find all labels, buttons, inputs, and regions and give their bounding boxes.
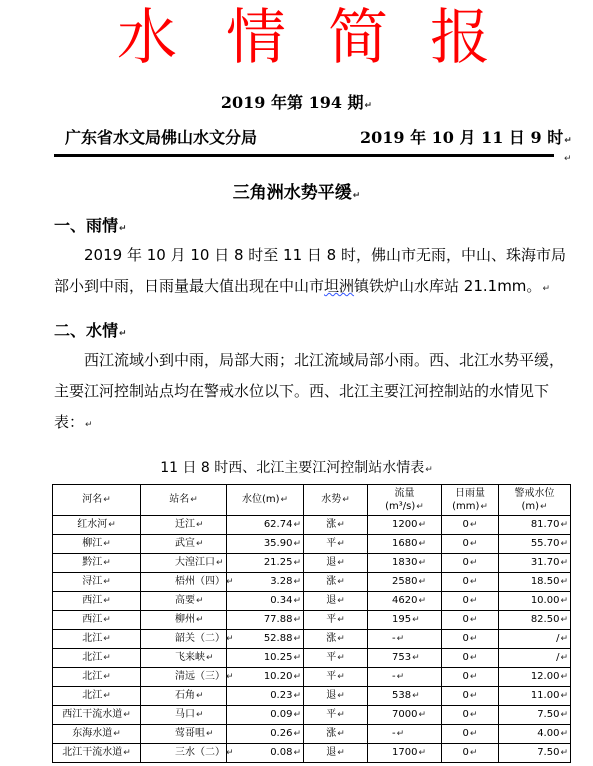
cell-river: 北江↵ (53, 649, 141, 668)
cell-water-level: 10.25↵ (227, 649, 304, 668)
cell-water-level: 77.88↵ (227, 611, 304, 630)
table-row (53, 535, 571, 554)
issue-number: 2019 年第 194 期 (220, 93, 364, 112)
header-river: 河名↵ (53, 485, 141, 516)
cell-river: 浔江↵ (53, 573, 141, 592)
cell-trend: 平↵ (304, 535, 368, 554)
table-body (53, 516, 571, 763)
cell-rainfall: 0↵ (442, 630, 499, 649)
masthead-char: 简 (328, 3, 388, 73)
cell-station: 马口↵ (141, 706, 227, 725)
cell-rainfall: 0↵ (442, 592, 499, 611)
cell-water-level: 21.25↵ (227, 554, 304, 573)
cell-flow: 1680↵ (368, 535, 442, 554)
section1-heading-text: 一、雨情 (54, 216, 119, 235)
cell-river: 西江↵ (53, 592, 141, 611)
cell-flow: 753↵ (368, 649, 442, 668)
table-header-row (53, 485, 571, 516)
rainfall-text-a: 2019 年 10 月 10 日 8 时至 11 日 8 时，佛山市无雨，中山、珠海市局部小到中雨，日雨量最大值出现在中山市 (54, 246, 566, 295)
issuer (65, 125, 257, 148)
header-divider (54, 154, 554, 157)
cell-water-level: 3.28↵ (227, 573, 304, 592)
issue-number-line: 2019 年第 194 期↵ (220, 93, 373, 112)
cell-water-level: 10.20↵ (227, 668, 304, 687)
cell-rainfall: 0↵ (442, 573, 499, 592)
cell-river: 东海水道↵ (53, 725, 141, 744)
cell-river: 西江干流水道↵ (53, 706, 141, 725)
cell-river: 黔江↵ (53, 554, 141, 573)
cell-water-level: 52.88↵ (227, 630, 304, 649)
cell-flow: 1700↵ (368, 744, 442, 763)
cell-warning-level: 7.50↵ (499, 744, 571, 763)
cell-station: 莺哥咀↵ (141, 725, 227, 744)
cell-station: 清远（三）↵ (141, 668, 227, 687)
cell-station: 韶关（二）↵ (141, 630, 227, 649)
cell-flow: 2580↵ (368, 573, 442, 592)
cell-trend: 退↵ (304, 592, 368, 611)
table-row (53, 668, 571, 687)
cell-trend: 退↵ (304, 744, 368, 763)
section2-heading-text: 二、水情 (54, 321, 119, 340)
table-caption-text: 11 日 8 时西、北江主要江河控制站水情表 (160, 460, 425, 476)
cell-station: 三水（二）↵ (141, 744, 227, 763)
table-row (53, 630, 571, 649)
cell-flow: -↵ (368, 668, 442, 687)
cell-rainfall: 0↵ (442, 668, 499, 687)
section2-heading: 二、水情↵ (54, 321, 127, 340)
cell-trend: 平↵ (304, 649, 368, 668)
cell-warning-level: 18.50↵ (499, 573, 571, 592)
cell-rainfall: 0↵ (442, 516, 499, 535)
cell-flow: 7000↵ (368, 706, 442, 725)
cell-river: 北江↵ (53, 687, 141, 706)
cell-flow: 1830↵ (368, 554, 442, 573)
table-row (53, 554, 571, 573)
cell-trend: 平↵ (304, 611, 368, 630)
issuer-text: 广东省水文局佛山水文分局 (65, 128, 258, 147)
cell-flow: 538↵ (368, 687, 442, 706)
table-row (53, 649, 571, 668)
header-level: 水位(m)↵ (227, 485, 304, 516)
cell-rainfall: 0↵ (442, 725, 499, 744)
cell-trend: 涨↵ (304, 630, 368, 649)
masthead-char: 报 (430, 3, 490, 73)
headline-text: 三角洲水势平缓 (232, 183, 352, 203)
header-trend: 水势↵ (304, 485, 368, 516)
headline: 三角洲水势平缓↵ (232, 183, 361, 203)
cell-flow: -↵ (368, 725, 442, 744)
cell-warning-level: 81.70↵ (499, 516, 571, 535)
cell-water-level: 0.09↵ (227, 706, 304, 725)
section1-heading: 一、雨情↵ (54, 216, 127, 235)
cell-river: 柳江↵ (53, 535, 141, 554)
cell-rainfall: 0↵ (442, 535, 499, 554)
cell-rainfall: 0↵ (442, 744, 499, 763)
cell-station: 迁江↵ (141, 516, 227, 535)
table-row (53, 573, 571, 592)
cell-warning-level: /↵ (499, 630, 571, 649)
issue-time-text: 2019 年 10 月 11 日 9 时 (360, 128, 564, 147)
cell-rainfall: 0↵ (442, 706, 499, 725)
header-warning-level: 警戒水位 (m)↵ (499, 485, 571, 516)
cell-water-level: 0.34↵ (227, 592, 304, 611)
header-station: 站名↵ (141, 485, 227, 516)
cell-station: 梧州（四）↵ (141, 573, 227, 592)
cell-river: 红水河↵ (53, 516, 141, 535)
cell-flow: 4620↵ (368, 592, 442, 611)
cell-water-level: 0.08↵ (227, 744, 304, 763)
cell-rainfall: 0↵ (442, 649, 499, 668)
cell-warning-level: 10.00↵ (499, 592, 571, 611)
cell-warning-level: 7.50↵ (499, 706, 571, 725)
table-row (53, 516, 571, 535)
cell-water-level: 0.26↵ (227, 725, 304, 744)
water-paragraph: 西江流域小到中雨，局部大雨；北江流域局部小雨。西、北江水势平缓，主要江河控制站点均在警戒水位以下。西、北江主要江河控制站的水情见下表：↵ (54, 351, 565, 431)
cell-flow: -↵ (368, 630, 442, 649)
cell-trend: 涨↵ (304, 516, 368, 535)
masthead-char: 情 (226, 3, 286, 73)
cell-station: 大湟江口↵ (141, 554, 227, 573)
rainfall-text-b: 镇铁炉山水库站 21.1mm。 (354, 277, 542, 295)
cell-flow: 195↵ (368, 611, 442, 630)
cell-station: 飞来峡↵ (141, 649, 227, 668)
table-row (53, 611, 571, 630)
cell-water-level: 35.90↵ (227, 535, 304, 554)
cell-trend: 平↵ (304, 668, 368, 687)
cell-station: 石角↵ (141, 687, 227, 706)
water-level-table (52, 484, 571, 763)
cell-river: 北江↵ (53, 668, 141, 687)
cell-warning-level: /↵ (499, 649, 571, 668)
header-rainfall: 日雨量 (mm)↵ (442, 485, 499, 516)
table-row (53, 725, 571, 744)
cell-rainfall: 0↵ (442, 687, 499, 706)
table-caption: 11 日 8 时西、北江主要江河控制站水情表↵ (160, 460, 433, 476)
masthead-char: 水 (117, 3, 177, 73)
cell-trend: 平↵ (304, 706, 368, 725)
cell-water-level: 62.74↵ (227, 516, 304, 535)
paragraph-mark: ↵ (564, 154, 572, 164)
cell-trend: 涨↵ (304, 573, 368, 592)
cell-warning-level: 4.00↵ (499, 725, 571, 744)
cell-warning-level: 31.70↵ (499, 554, 571, 573)
cell-warning-level: 11.00↵ (499, 687, 571, 706)
rainfall-paragraph: 2019 年 10 月 10 日 8 时至 11 日 8 时，佛山市无雨，中山、珠海市局部小到中雨，日雨量最大值出现在中山市坦洲镇铁炉山水库站 21.1mm。↵ (54, 246, 566, 295)
cell-station: 武宣↵ (141, 535, 227, 554)
cell-rainfall: 0↵ (442, 554, 499, 573)
cell-rainfall: 0↵ (442, 611, 499, 630)
cell-trend: 涨↵ (304, 725, 368, 744)
cell-trend: 退↵ (304, 554, 368, 573)
cell-river: 西江↵ (53, 611, 141, 630)
table-row (53, 687, 571, 706)
table-row (53, 592, 571, 611)
cell-station: 高要↵ (141, 592, 227, 611)
cell-river: 北江↵ (53, 630, 141, 649)
cell-river: 北江干流水道↵ (53, 744, 141, 763)
table-row (53, 744, 571, 763)
cell-warning-level: 82.50↵ (499, 611, 571, 630)
cell-warning-level: 12.00↵ (499, 668, 571, 687)
table-row (53, 706, 571, 725)
header-flow: 流量 (m³/s)↵ (368, 485, 442, 516)
cell-water-level: 0.23↵ (227, 687, 304, 706)
cell-warning-level: 55.70↵ (499, 535, 571, 554)
spellcheck-underlined-text: 坦洲 (324, 277, 355, 295)
water-text: 西江流域小到中雨，局部大雨；北江流域局部小雨。西、北江水势平缓，主要江河控制站点均在警戒水位以下。西、北江主要江河控制站的水情见下表： (54, 351, 565, 431)
masthead-title (0, 0, 593, 80)
issue-time: 2019 年 10 月 11 日 9 时↵ (360, 128, 572, 147)
cell-flow: 1200↵ (368, 516, 442, 535)
cell-station: 柳州↵ (141, 611, 227, 630)
cell-trend: 退↵ (304, 687, 368, 706)
